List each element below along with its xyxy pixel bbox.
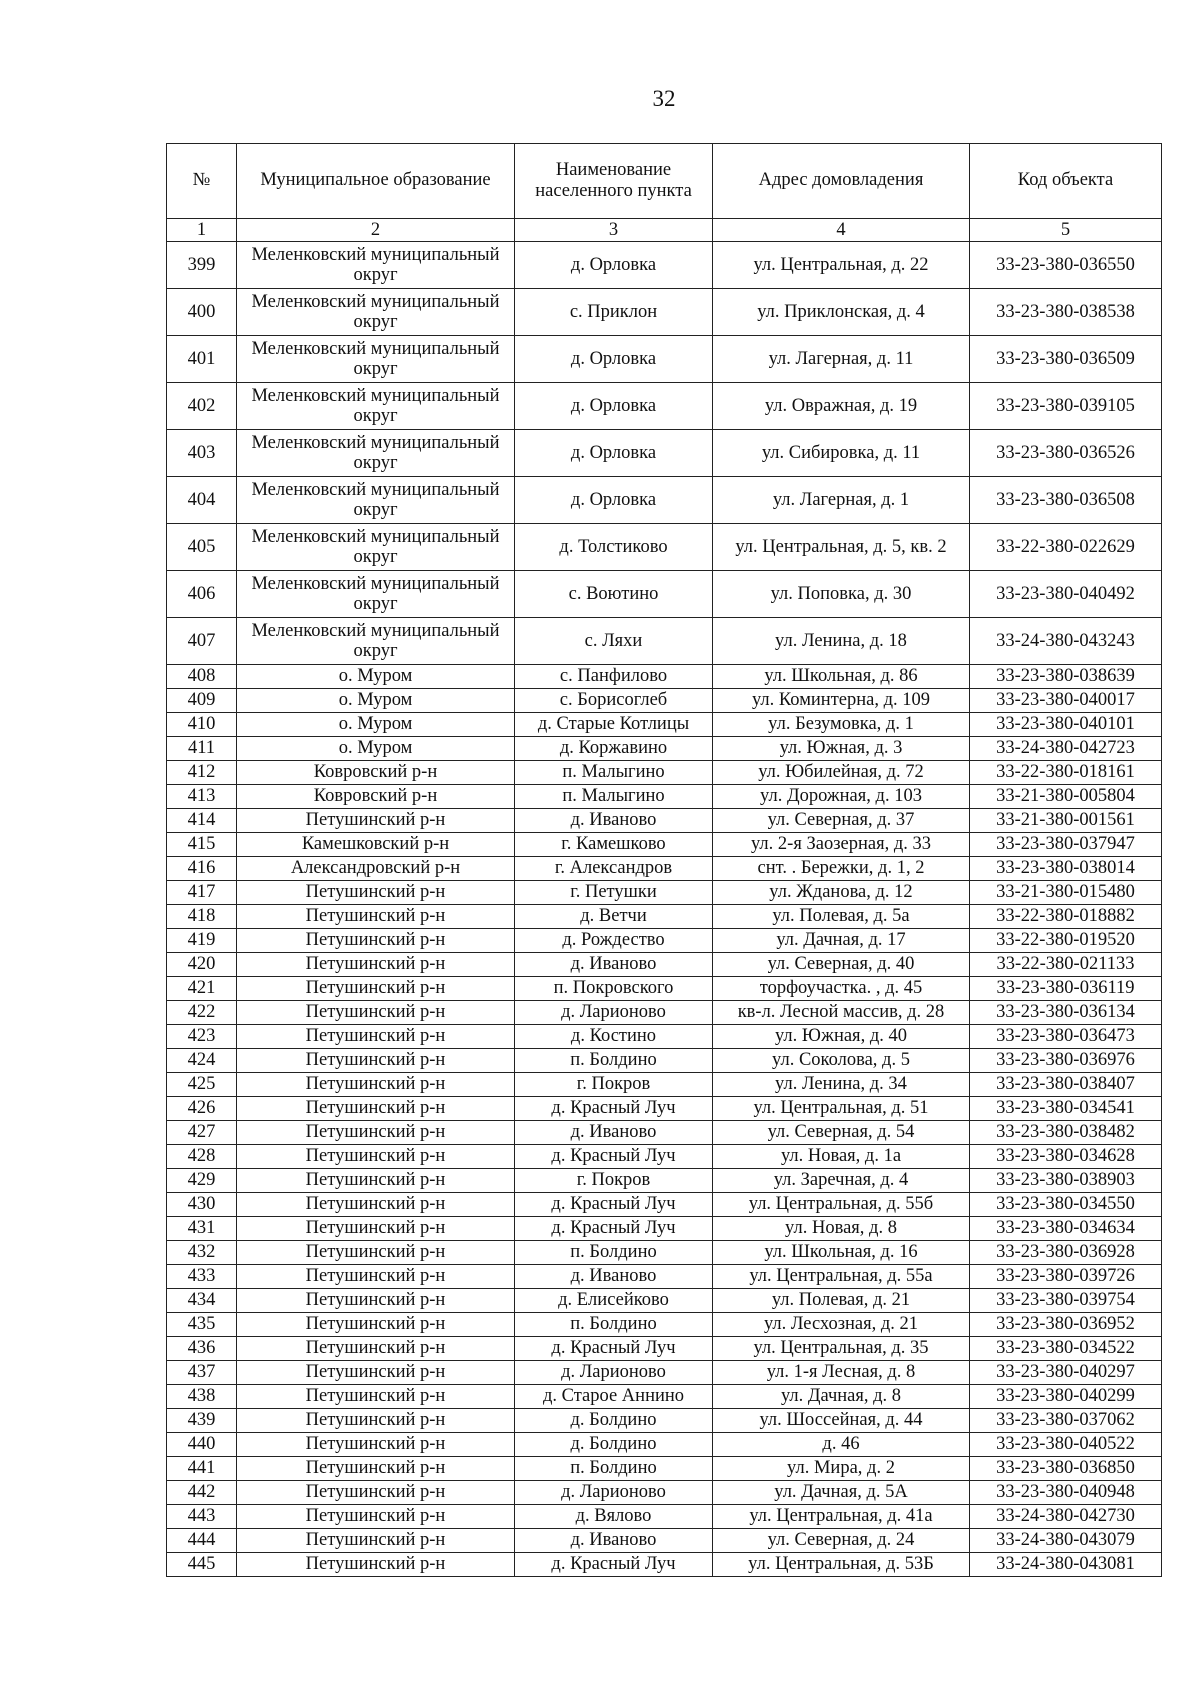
cell-number: 428 [167, 1145, 237, 1169]
cell-municipality: Меленковский муниципальный округ [237, 289, 515, 336]
table-row [167, 1313, 1162, 1337]
cell-municipality: Петушинский р-н [237, 1241, 515, 1265]
cell-number: 442 [167, 1481, 237, 1505]
cell-settlement: д. Вялово [515, 1505, 713, 1529]
column-number: 1 [167, 219, 237, 242]
cell-address: ул. Центральная, д. 55а [713, 1265, 970, 1289]
cell-number: 434 [167, 1289, 237, 1313]
cell-municipality: Петушинский р-н [237, 1385, 515, 1409]
cell-object-code: 33-23-380-034550 [970, 1193, 1162, 1217]
table-row [167, 1385, 1162, 1409]
cell-object-code: 33-23-380-036508 [970, 477, 1162, 524]
cell-object-code: 33-21-380-005804 [970, 785, 1162, 809]
cell-settlement: д. Иваново [515, 809, 713, 833]
cell-address: ул. Мира, д. 2 [713, 1457, 970, 1481]
cell-object-code: 33-23-380-036509 [970, 336, 1162, 383]
cell-municipality: Петушинский р-н [237, 1265, 515, 1289]
cell-municipality: Петушинский р-н [237, 1121, 515, 1145]
cell-municipality: Петушинский р-н [237, 1457, 515, 1481]
cell-object-code: 33-23-380-038407 [970, 1073, 1162, 1097]
cell-number: 408 [167, 665, 237, 689]
table-row [167, 336, 1162, 383]
cell-settlement: д. Орловка [515, 477, 713, 524]
table-row [167, 618, 1162, 665]
cell-address: ул. Северная, д. 54 [713, 1121, 970, 1145]
header-address: Адрес домовладения [713, 144, 970, 219]
table-row [167, 383, 1162, 430]
cell-address: ул. Овражная, д. 19 [713, 383, 970, 430]
cell-municipality: Петушинский р-н [237, 953, 515, 977]
cell-settlement: г. Камешково [515, 833, 713, 857]
cell-settlement: д. Орловка [515, 242, 713, 289]
cell-settlement: с. Приклон [515, 289, 713, 336]
cell-number: 427 [167, 1121, 237, 1145]
cell-number: 401 [167, 336, 237, 383]
header-settlement: Наименование населенного пункта [515, 144, 713, 219]
cell-municipality: Петушинский р-н [237, 1073, 515, 1097]
cell-municipality: Меленковский муниципальный округ [237, 618, 515, 665]
cell-object-code: 33-22-380-021133 [970, 953, 1162, 977]
cell-municipality: о. Муром [237, 737, 515, 761]
cell-number: 414 [167, 809, 237, 833]
cell-object-code: 33-21-380-001561 [970, 809, 1162, 833]
header-object-code: Код объекта [970, 144, 1162, 219]
cell-settlement: д. Ларионово [515, 1361, 713, 1385]
cell-address: ул. Ленина, д. 34 [713, 1073, 970, 1097]
cell-municipality: Петушинский р-н [237, 1409, 515, 1433]
cell-object-code: 33-22-380-022629 [970, 524, 1162, 571]
cell-object-code: 33-23-380-034541 [970, 1097, 1162, 1121]
table-row [167, 1145, 1162, 1169]
cell-address: ул. Северная, д. 37 [713, 809, 970, 833]
cell-object-code: 33-23-380-038482 [970, 1121, 1162, 1145]
cell-number: 441 [167, 1457, 237, 1481]
cell-object-code: 33-24-380-043243 [970, 618, 1162, 665]
table-row [167, 785, 1162, 809]
column-number: 5 [970, 219, 1162, 242]
table-row [167, 809, 1162, 833]
cell-number: 405 [167, 524, 237, 571]
cell-number: 421 [167, 977, 237, 1001]
cell-settlement: д. Коржавино [515, 737, 713, 761]
cell-number: 445 [167, 1553, 237, 1577]
cell-number: 419 [167, 929, 237, 953]
cell-address: кв-л. Лесной массив, д. 28 [713, 1001, 970, 1025]
cell-settlement: г. Покров [515, 1073, 713, 1097]
cell-settlement: д. Старые Котлицы [515, 713, 713, 737]
table-row [167, 430, 1162, 477]
cell-municipality: Петушинский р-н [237, 1505, 515, 1529]
cell-number: 417 [167, 881, 237, 905]
cell-number: 418 [167, 905, 237, 929]
cell-address: ул. Центральная, д. 55б [713, 1193, 970, 1217]
cell-municipality: Петушинский р-н [237, 1217, 515, 1241]
cell-settlement: п. Болдино [515, 1313, 713, 1337]
cell-object-code: 33-21-380-015480 [970, 881, 1162, 905]
table-row [167, 242, 1162, 289]
table-row [167, 1217, 1162, 1241]
cell-object-code: 33-23-380-040492 [970, 571, 1162, 618]
table-row [167, 1337, 1162, 1361]
table-row [167, 881, 1162, 905]
cell-address: ул. Соколова, д. 5 [713, 1049, 970, 1073]
cell-municipality: Петушинский р-н [237, 929, 515, 953]
cell-address: снт. . Бережки, д. 1, 2 [713, 857, 970, 881]
cell-municipality: Петушинский р-н [237, 1049, 515, 1073]
table-row [167, 1529, 1162, 1553]
table-row [167, 665, 1162, 689]
table-row [167, 737, 1162, 761]
table-row [167, 689, 1162, 713]
table-row [167, 1169, 1162, 1193]
cell-municipality: Петушинский р-н [237, 1481, 515, 1505]
cell-municipality: Петушинский р-н [237, 809, 515, 833]
cell-number: 438 [167, 1385, 237, 1409]
cell-municipality: Петушинский р-н [237, 881, 515, 905]
table-row [167, 905, 1162, 929]
cell-number: 407 [167, 618, 237, 665]
cell-object-code: 33-22-380-019520 [970, 929, 1162, 953]
cell-address: ул. 2-я Заозерная, д. 33 [713, 833, 970, 857]
table-row [167, 833, 1162, 857]
cell-municipality: Петушинский р-н [237, 977, 515, 1001]
cell-object-code: 33-23-380-039726 [970, 1265, 1162, 1289]
cell-municipality: Меленковский муниципальный округ [237, 336, 515, 383]
cell-settlement: д. Красный Луч [515, 1337, 713, 1361]
table-body [167, 242, 1162, 1577]
cell-settlement: п. Болдино [515, 1049, 713, 1073]
cell-municipality: Петушинский р-н [237, 1193, 515, 1217]
cell-object-code: 33-23-380-038639 [970, 665, 1162, 689]
cell-municipality: Петушинский р-н [237, 1001, 515, 1025]
column-number: 2 [237, 219, 515, 242]
cell-settlement: с. Панфилово [515, 665, 713, 689]
cell-settlement: с. Борисоглеб [515, 689, 713, 713]
cell-settlement: п. Болдино [515, 1241, 713, 1265]
cell-municipality: Петушинский р-н [237, 1289, 515, 1313]
cell-address: д. 46 [713, 1433, 970, 1457]
table-row [167, 1289, 1162, 1313]
cell-municipality: Меленковский муниципальный округ [237, 383, 515, 430]
cell-object-code: 33-23-380-034634 [970, 1217, 1162, 1241]
cell-number: 415 [167, 833, 237, 857]
table-row [167, 1241, 1162, 1265]
cell-settlement: д. Болдино [515, 1433, 713, 1457]
cell-object-code: 33-23-380-038014 [970, 857, 1162, 881]
table-row [167, 1457, 1162, 1481]
cell-municipality: Александровский р-н [237, 857, 515, 881]
table-row [167, 1553, 1162, 1577]
cell-address: ул. Школьная, д. 16 [713, 1241, 970, 1265]
cell-object-code: 33-23-380-034628 [970, 1145, 1162, 1169]
cell-municipality: Меленковский муниципальный округ [237, 430, 515, 477]
cell-settlement: д. Красный Луч [515, 1097, 713, 1121]
header-municipality: Муниципальное образование [237, 144, 515, 219]
cell-address: ул. Дачная, д. 5А [713, 1481, 970, 1505]
cell-municipality: Меленковский муниципальный округ [237, 477, 515, 524]
cell-address: ул. Центральная, д. 35 [713, 1337, 970, 1361]
cell-municipality: Меленковский муниципальный округ [237, 571, 515, 618]
cell-address: ул. Коминтерна, д. 109 [713, 689, 970, 713]
table-header-row [167, 144, 1162, 219]
cell-object-code: 33-23-380-038903 [970, 1169, 1162, 1193]
cell-settlement: д. Ветчи [515, 905, 713, 929]
cell-number: 431 [167, 1217, 237, 1241]
column-number: 4 [713, 219, 970, 242]
header-number: № [167, 144, 237, 219]
cell-address: ул. Центральная, д. 41а [713, 1505, 970, 1529]
cell-address: ул. 1-я Лесная, д. 8 [713, 1361, 970, 1385]
table-row [167, 953, 1162, 977]
cell-settlement: г. Александров [515, 857, 713, 881]
cell-number: 429 [167, 1169, 237, 1193]
cell-municipality: Петушинский р-н [237, 1337, 515, 1361]
cell-settlement: г. Покров [515, 1169, 713, 1193]
table-row [167, 1121, 1162, 1145]
table-row [167, 289, 1162, 336]
cell-address: ул. Полевая, д. 21 [713, 1289, 970, 1313]
cell-settlement: д. Ларионово [515, 1001, 713, 1025]
table-row [167, 1481, 1162, 1505]
cell-number: 411 [167, 737, 237, 761]
cell-address: ул. Жданова, д. 12 [713, 881, 970, 905]
cell-number: 413 [167, 785, 237, 809]
cell-address: ул. Южная, д. 40 [713, 1025, 970, 1049]
cell-object-code: 33-23-380-039105 [970, 383, 1162, 430]
cell-number: 435 [167, 1313, 237, 1337]
cell-object-code: 33-24-380-043081 [970, 1553, 1162, 1577]
cell-number: 444 [167, 1529, 237, 1553]
table-row [167, 761, 1162, 785]
cell-object-code: 33-23-380-036928 [970, 1241, 1162, 1265]
table-row [167, 1361, 1162, 1385]
cell-settlement: д. Иваново [515, 1529, 713, 1553]
cell-settlement: с. Ляхи [515, 618, 713, 665]
cell-address: ул. Центральная, д. 22 [713, 242, 970, 289]
cell-number: 439 [167, 1409, 237, 1433]
cell-settlement: д. Иваново [515, 1265, 713, 1289]
cell-object-code: 33-23-380-037062 [970, 1409, 1162, 1433]
cell-object-code: 33-23-380-040101 [970, 713, 1162, 737]
cell-object-code: 33-22-380-018882 [970, 905, 1162, 929]
cell-number: 432 [167, 1241, 237, 1265]
cell-municipality: Ковровский р-н [237, 761, 515, 785]
cell-municipality: Петушинский р-н [237, 1553, 515, 1577]
cell-object-code: 33-23-380-034522 [970, 1337, 1162, 1361]
cell-address: ул. Ленина, д. 18 [713, 618, 970, 665]
cell-address: ул. Северная, д. 24 [713, 1529, 970, 1553]
cell-settlement: п. Малыгино [515, 761, 713, 785]
table-row [167, 857, 1162, 881]
cell-address: ул. Лагерная, д. 1 [713, 477, 970, 524]
page-number: 32 [652, 86, 676, 111]
cell-address: ул. Юбилейная, д. 72 [713, 761, 970, 785]
cell-number: 423 [167, 1025, 237, 1049]
table-row [167, 571, 1162, 618]
cell-municipality: Петушинский р-н [237, 1529, 515, 1553]
cell-settlement: д. Иваново [515, 953, 713, 977]
table-row [167, 1025, 1162, 1049]
cell-municipality: Меленковский муниципальный округ [237, 524, 515, 571]
cell-object-code: 33-24-380-043079 [970, 1529, 1162, 1553]
cell-address: ул. Шоссейная, д. 44 [713, 1409, 970, 1433]
cell-object-code: 33-23-380-040948 [970, 1481, 1162, 1505]
cell-address: ул. Центральная, д. 51 [713, 1097, 970, 1121]
cell-settlement: д. Красный Луч [515, 1217, 713, 1241]
cell-settlement: д. Орловка [515, 383, 713, 430]
table-row [167, 977, 1162, 1001]
cell-number: 403 [167, 430, 237, 477]
cell-municipality: о. Муром [237, 665, 515, 689]
cell-settlement: д. Старое Аннино [515, 1385, 713, 1409]
cell-object-code: 33-23-380-039754 [970, 1289, 1162, 1313]
cell-object-code: 33-23-380-040299 [970, 1385, 1162, 1409]
cell-address: ул. Поповка, д. 30 [713, 571, 970, 618]
table-row [167, 713, 1162, 737]
cell-address: торфоучастка. , д. 45 [713, 977, 970, 1001]
cell-object-code: 33-23-380-036550 [970, 242, 1162, 289]
cell-address: ул. Дачная, д. 17 [713, 929, 970, 953]
cell-address: ул. Лесхозная, д. 21 [713, 1313, 970, 1337]
cell-address: ул. Сибировка, д. 11 [713, 430, 970, 477]
cell-number: 425 [167, 1073, 237, 1097]
cell-address: ул. Дорожная, д. 103 [713, 785, 970, 809]
cell-settlement: д. Красный Луч [515, 1145, 713, 1169]
cell-settlement: д. Красный Луч [515, 1553, 713, 1577]
table-row [167, 1433, 1162, 1457]
column-number: 3 [515, 219, 713, 242]
cell-address: ул. Центральная, д. 5, кв. 2 [713, 524, 970, 571]
cell-number: 436 [167, 1337, 237, 1361]
cell-municipality: Петушинский р-н [237, 1433, 515, 1457]
cell-address: ул. Безумовка, д. 1 [713, 713, 970, 737]
cell-municipality: Петушинский р-н [237, 1025, 515, 1049]
cell-number: 402 [167, 383, 237, 430]
cell-municipality: Петушинский р-н [237, 1169, 515, 1193]
cell-number: 422 [167, 1001, 237, 1025]
table-row [167, 929, 1162, 953]
cell-object-code: 33-23-380-036976 [970, 1049, 1162, 1073]
cell-number: 409 [167, 689, 237, 713]
cell-settlement: д. Орловка [515, 430, 713, 477]
cell-municipality: Петушинский р-н [237, 1097, 515, 1121]
column-numbers-row [167, 219, 1162, 242]
cell-municipality: Петушинский р-н [237, 1361, 515, 1385]
cell-address: ул. Заречная, д. 4 [713, 1169, 970, 1193]
table-row [167, 1049, 1162, 1073]
cell-settlement: п. Болдино [515, 1457, 713, 1481]
cell-object-code: 33-23-380-036850 [970, 1457, 1162, 1481]
cell-settlement: д. Ларионово [515, 1481, 713, 1505]
cell-number: 424 [167, 1049, 237, 1073]
cell-object-code: 33-23-380-040017 [970, 689, 1162, 713]
cell-settlement: с. Воютино [515, 571, 713, 618]
cell-number: 416 [167, 857, 237, 881]
table-row [167, 1001, 1162, 1025]
cell-object-code: 33-23-380-040297 [970, 1361, 1162, 1385]
table-row [167, 524, 1162, 571]
cell-object-code: 33-23-380-040522 [970, 1433, 1162, 1457]
cell-number: 433 [167, 1265, 237, 1289]
cell-municipality: о. Муром [237, 689, 515, 713]
cell-number: 440 [167, 1433, 237, 1457]
table-row [167, 1505, 1162, 1529]
cell-municipality: Меленковский муниципальный округ [237, 242, 515, 289]
cell-number: 412 [167, 761, 237, 785]
cell-municipality: Ковровский р-н [237, 785, 515, 809]
cell-object-code: 33-23-380-036952 [970, 1313, 1162, 1337]
cell-address: ул. Школьная, д. 86 [713, 665, 970, 689]
cell-object-code: 33-22-380-018161 [970, 761, 1162, 785]
cell-number: 430 [167, 1193, 237, 1217]
cell-settlement: д. Толстиково [515, 524, 713, 571]
cell-object-code: 33-23-380-036473 [970, 1025, 1162, 1049]
cell-number: 420 [167, 953, 237, 977]
cell-settlement: п. Малыгино [515, 785, 713, 809]
cell-address: ул. Южная, д. 3 [713, 737, 970, 761]
cell-address: ул. Центральная, д. 53Б [713, 1553, 970, 1577]
table-row [167, 1193, 1162, 1217]
cell-number: 410 [167, 713, 237, 737]
cell-municipality: Камешковский р-н [237, 833, 515, 857]
cell-number: 404 [167, 477, 237, 524]
cell-number: 399 [167, 242, 237, 289]
cell-municipality: Петушинский р-н [237, 1313, 515, 1337]
cell-municipality: Петушинский р-н [237, 905, 515, 929]
cell-address: ул. Полевая, д. 5а [713, 905, 970, 929]
cell-settlement: д. Орловка [515, 336, 713, 383]
table-row [167, 477, 1162, 524]
cell-address: ул. Лагерная, д. 11 [713, 336, 970, 383]
cell-address: ул. Приклонская, д. 4 [713, 289, 970, 336]
table-row [167, 1073, 1162, 1097]
cell-number: 443 [167, 1505, 237, 1529]
cell-object-code: 33-24-380-042730 [970, 1505, 1162, 1529]
cell-settlement: г. Петушки [515, 881, 713, 905]
cell-settlement: п. Покровского [515, 977, 713, 1001]
cell-number: 400 [167, 289, 237, 336]
cell-object-code: 33-23-380-036526 [970, 430, 1162, 477]
cell-object-code: 33-24-380-042723 [970, 737, 1162, 761]
cell-address: ул. Новая, д. 1а [713, 1145, 970, 1169]
cell-settlement: д. Костино [515, 1025, 713, 1049]
cell-settlement: д. Елисейково [515, 1289, 713, 1313]
cell-settlement: д. Рождество [515, 929, 713, 953]
cell-address: ул. Новая, д. 8 [713, 1217, 970, 1241]
table-row [167, 1265, 1162, 1289]
cell-object-code: 33-23-380-037947 [970, 833, 1162, 857]
cell-object-code: 33-23-380-036119 [970, 977, 1162, 1001]
table-row [167, 1097, 1162, 1121]
cell-number: 437 [167, 1361, 237, 1385]
cell-address: ул. Северная, д. 40 [713, 953, 970, 977]
cell-number: 426 [167, 1097, 237, 1121]
cell-settlement: д. Красный Луч [515, 1193, 713, 1217]
table-row [167, 1409, 1162, 1433]
cell-municipality: о. Муром [237, 713, 515, 737]
cell-object-code: 33-23-380-036134 [970, 1001, 1162, 1025]
cell-address: ул. Дачная, д. 8 [713, 1385, 970, 1409]
cell-settlement: д. Болдино [515, 1409, 713, 1433]
cell-settlement: д. Иваново [515, 1121, 713, 1145]
cell-number: 406 [167, 571, 237, 618]
cell-municipality: Петушинский р-н [237, 1145, 515, 1169]
cell-object-code: 33-23-380-038538 [970, 289, 1162, 336]
registry-table [166, 143, 1162, 1577]
